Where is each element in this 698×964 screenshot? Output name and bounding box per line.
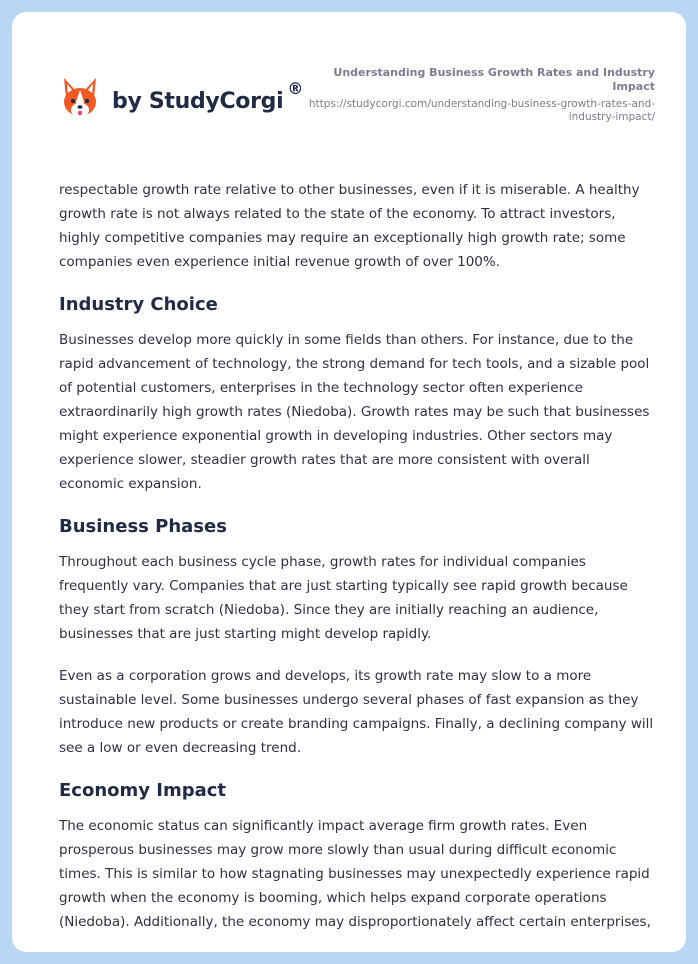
- brand-name: by StudyCorgi: [112, 88, 284, 114]
- section-heading-business-phases: Business Phases: [59, 516, 227, 537]
- studycorgi-logo[interactable]: [60, 76, 303, 120]
- corgi-icon: [60, 76, 100, 120]
- document-url[interactable]: https://studycorgi.com/understanding-business-growth-rates-and-industry-impact/: [308, 98, 655, 123]
- section-heading-economy-impact: Economy Impact: [59, 780, 227, 801]
- section-heading-industry-choice: Industry Choice: [59, 294, 218, 315]
- document-meta: [295, 66, 655, 124]
- registered-mark: ®: [287, 78, 304, 98]
- paragraph: Even as a corporation grows and develops, its growth rate may slow to a more sustainable level. Some businesses undergo several phases of fast expansion as they introduce new products or create branding campaigns. Finally, a declining company will see a low or even decreasing trend.: [59, 668, 654, 756]
- paragraph: The economic status can significantly impact average firm growth rates. Even prosperous businesses may grow more slowly than usual during difficult economic times. This is similar to how stagnating businesses may unexpectedly experience rapid growth when the economy is booming, which helps expand corporate operations (Niedoba). Additionally, the economy may disproportionately affect certain enterprises,: [59, 818, 651, 930]
- paragraph: Throughout each business cycle phase, growth rates for individual companies frequently vary. Companies that are just starting typically see rapid growth because they start from scratch (Niedoba). Since they are initially reaching an audience, businesses that are just starting might develop rapidly.: [59, 554, 628, 642]
- paragraph: Businesses develop more quickly in some fields than others. For instance, due to the rapid advancement of technology, the strong demand for tech tools, and a sizable pool of potential customers, enterprises in the technology sector often experience extraordinarily high growth rates (Niedoba). Growth rates may be such that businesses might experience exponential growth in developing industries. Other sectors may experience slower, steadier growth rates that are more consistent with overall economic expansion.: [59, 332, 650, 492]
- document-title: Understanding Business Growth Rates and Industry Impact: [333, 66, 655, 93]
- document-page: [12, 12, 686, 952]
- article-body: [59, 178, 659, 952]
- intro-paragraph: respectable growth rate relative to other businesses, even if it is miserable. A healthy growth rate is not always related to the state of the economy. To attract investors, highly competitive companies may require an exceptionally high growth rate; some companies even experience initial revenue growth of over 100%.: [59, 182, 640, 270]
